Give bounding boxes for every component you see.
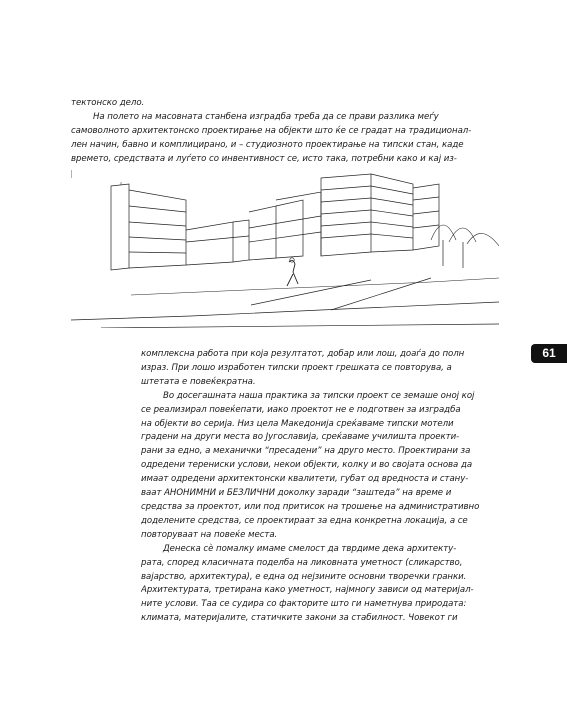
text-line: повторуваат на повеќе места. [141,529,278,540]
architectural-sketch-illustration [71,170,499,328]
text-line: имаат одредени архитектонски квалитети, губат од вредноста и стану- [141,474,469,485]
paragraph [141,543,499,626]
text-line: Денеска сѐ помалку имаме смелост да тврдиме дека архитекту- [163,543,457,554]
text-line: рани за едно, а механички “пресадени” на друго место. Проектирани за [141,446,471,457]
top-paragraph [71,97,499,167]
text-line: средства за проектот, или под притисок на трошење на административно [141,501,480,512]
bottom-text-body [141,348,499,626]
text-line: вајарство, архитектура), е една од нејзините основни творечки гранки. [141,571,467,582]
text-line: лен начин, бавно и комплицирано, и – студиозното проектирање на типски стан, каде [71,139,464,150]
text-line: доделените средства, се проектираат за една конкретна локација, а се [141,515,468,526]
text-line: времето, средствата и луѓето со инвентивност се, исто така, потребни како и кај из- [71,153,457,164]
text-line: одредени терениски услови, некои објекти, колку и во својата основа да [141,460,473,471]
text-line: Во досегашната наша практика за типски проект се земаше оној кој [163,390,475,401]
paragraph [141,390,499,543]
text-line: тектонско дело. [71,98,145,108]
text-line: На полето на масовната станбена изградба треба да се прави разлика меѓу [93,111,439,122]
text-line: градени на други места во Југославија, среќаваме училишта проекти- [141,432,460,443]
text-line: самоволното архитектонско проектирање на објекти што ќе се градат на традиционал- [71,125,472,136]
text-line: се реализирал повеќепати, иако проектот не е подготвен за изградба [141,404,461,415]
text-line: климата, материјалите, статичките закони за стабилност. Човекот ги [141,613,458,624]
text-line: комплексна работа при која резултатот, добар или лош, доаѓа до полн [141,349,465,359]
text-line: штетата е повеќекратна. [141,376,256,387]
page-number-badge: 61 [531,344,567,363]
text-line: рата, според класичната поделба на ликовната уметност (сликарство, [141,557,463,568]
text-line: на објекти во серија. Низ цела Македонија среќаваме типски мотели [141,418,454,429]
text-line: ните услови. Таа се судира со факторите што ги наметнува природата: [141,599,467,610]
text-line: израз. При лошо изработен типски проект грешката се повторува, а [141,362,452,373]
paragraph [141,348,499,390]
text-line: Архитектурата, третирана како уметност, најмногу зависи од материјал- [141,585,474,596]
text-line: ваат АНОНИМНИ и БЕЗЛИЧНИ доколку заради “заштеда” на време и [141,488,452,499]
